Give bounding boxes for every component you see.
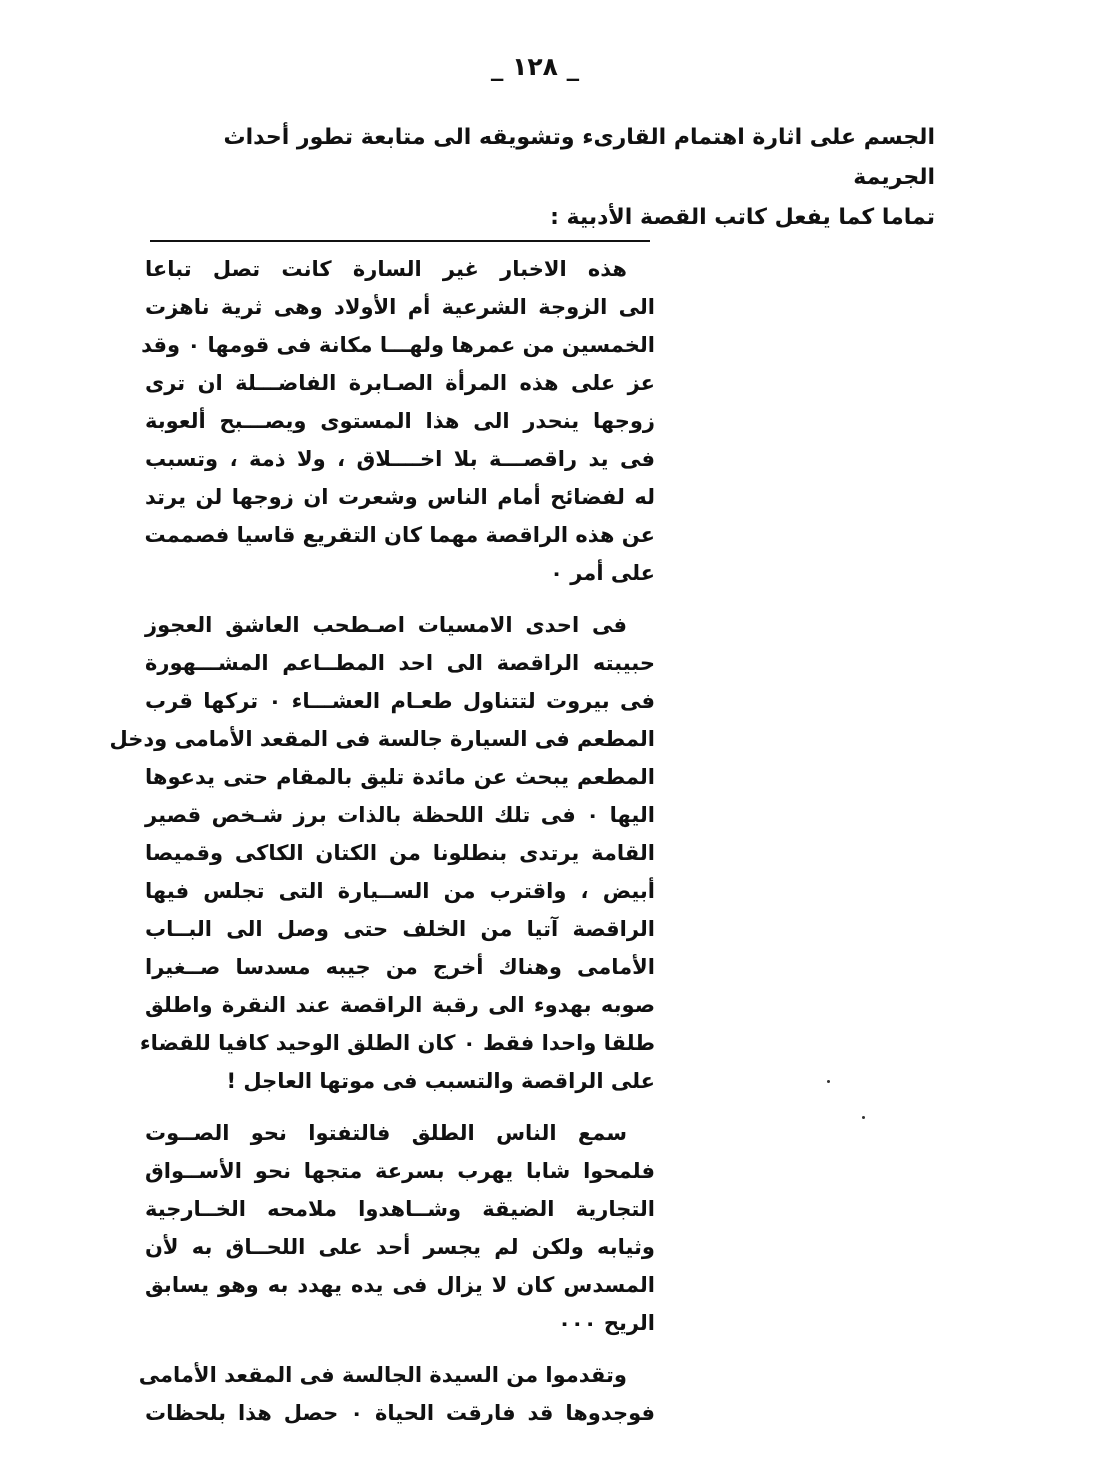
story-paragraph-1 <box>141 250 655 592</box>
story-line: وثيابه ولكن لم يجسر أحد على اللحــاق به لأن <box>145 1235 655 1259</box>
story-line: سمع الناس الطلق فالتفتوا نحو الصــوت <box>145 1121 627 1145</box>
scan-speck <box>827 1080 830 1083</box>
story-line: عز على هذه المرأة الصـابرة الفاضـــلة ان ترى <box>145 371 655 395</box>
quoted-story <box>109 250 655 1446</box>
separator-rule <box>150 240 650 242</box>
story-line: عن هذه الراقصة مهما كان التقريع قاسيا فصممت <box>144 523 655 547</box>
story-line: التجارية الضيقة وشــاهدوا ملامحه الخــارجية <box>145 1197 655 1221</box>
story-line: فلمحوا شابا يهرب بسرعة متجها نحو الأســواق <box>145 1159 655 1183</box>
story-paragraph-4 <box>138 1356 655 1432</box>
story-line: له لفضائح أمام الناس وشعرت ان زوجها لن يرتد <box>145 485 655 509</box>
story-line: فى يد راقصـــة بلا اخــــلاق ، ولا ذمة ، وتسبب <box>145 447 655 471</box>
story-paragraph-2 <box>109 606 655 1100</box>
page-number: _ ١٢٨ _ <box>490 52 580 81</box>
story-line: المطعم يبحث عن مائدة تليق بالمقام حتى يدعوها <box>145 765 655 789</box>
story-line: وتقدموا من السيدة الجالسة فى المقعد الأمامى <box>138 1363 627 1387</box>
story-line: الى الزوجة الشرعية أم الأولاد وهى ثرية ناهزت <box>145 295 655 319</box>
story-line: الراقصة آتيا من الخلف حتى وصل الى البــاب <box>145 917 655 941</box>
story-line: فى بيروت لتتناول طعـام العشـــاء ٠ تركها قرب <box>145 689 655 713</box>
story-line: هذه الاخبار غير السارة كانت تصل تباعا <box>145 257 627 281</box>
story-line: طلقا واحدا فقط ٠ كان الطلق الوحيد كافيا للقضاء <box>139 1031 655 1055</box>
story-line: فى احدى الامسيات اصـطحب العاشق العجوز <box>145 613 627 637</box>
story-line: اليها ٠ فى تلك اللحظة بالذات برز شـخص قصير <box>145 803 655 827</box>
story-line: الخمسين من عمرها ولهـــا مكانة فى قومها ٠ وقد <box>141 333 655 357</box>
story-line: المسدس كان لا يزال فى يده يهدد به وهو يسابق <box>145 1273 655 1297</box>
intro-paragraph <box>140 118 935 238</box>
story-line: على أمر ٠ <box>550 561 655 585</box>
intro-line: تماما كما يفعل كاتب القصة الأدبية : <box>550 205 935 230</box>
story-line: حبيبته الراقصة الى احد المطــاعم المشـــهورة <box>145 651 655 675</box>
story-line: على الراقصة والتسبب فى موتها العاجل ! <box>226 1069 655 1093</box>
story-line: زوجها ينحدر الى هذا المستوى ويصـــبح ألعوبة <box>145 409 655 433</box>
story-line: الأمامى وهناك أخرج من جيبه مسدسا صــغيرا <box>145 955 655 979</box>
story-line: الريح ٠٠٠ <box>558 1311 655 1335</box>
story-line: القامة يرتدى بنطلونا من الكتان الكاكى وقميصا <box>145 841 655 865</box>
story-line: فوجدوها قد فارقت الحياة ٠ حصل هذا بلحظات <box>145 1401 655 1425</box>
story-line: صوبه بهدوء الى رقبة الراقصة عند النقرة واطلق <box>145 993 655 1017</box>
story-line: أبيض ، واقترب من الســيارة التى تجلس فيها <box>145 879 655 903</box>
scan-speck <box>862 1116 865 1119</box>
story-paragraph-3 <box>145 1114 655 1342</box>
intro-line: الجسم على اثارة اهتمام القارىء وتشويقه الى متابعة تطور أحداث الجريمة <box>223 125 935 190</box>
story-line: المطعم فى السيارة جالسة فى المقعد الأمامى ودخل <box>109 727 655 751</box>
